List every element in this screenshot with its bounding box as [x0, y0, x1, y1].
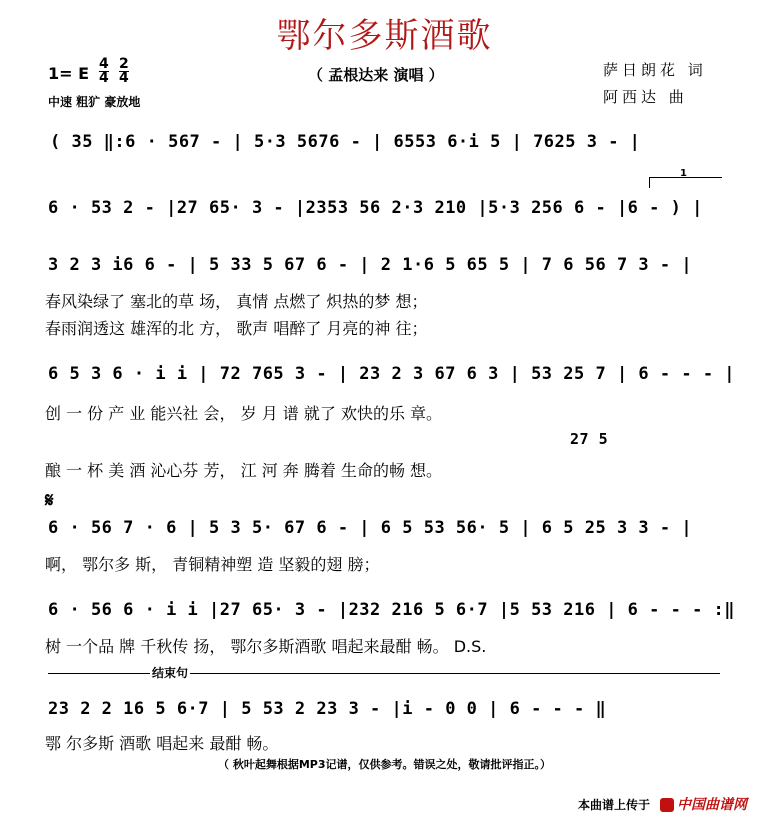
lyric-line-4-verse-1: 创 一 份 产 业 能兴社 会， 岁 月 谱 就了 欢快的乐 章。 — [45, 404, 443, 423]
score-line-7: 23 2 2 16 5 6·7 | 5 53 2 23 3 - |i - 0 0 | 6 - - - ‖ — [48, 699, 607, 719]
score-line-6: 6 · 56 6 · i i |27 65· 3 - |232 216 5 6·7 |5 53 216 | 6 - - - :‖ — [48, 600, 736, 620]
site-logo-icon — [660, 798, 674, 812]
site-logo[interactable] — [660, 794, 747, 814]
score-line-5: 6 · 56 7 · 6 | 5 3 5· 67 6 - | 6 5 53 56· 5 | 6 5 25 3 3 - | — [48, 518, 693, 538]
tempo-marking: 中速 粗犷 豪放地 — [48, 95, 141, 109]
score-line-4: 6 5 3 6 · i i | 72 765 3 - | 23 2 3 67 6 3 | 53 25 7 | 6 - - - | — [48, 364, 736, 384]
key-signature: 1= E — [48, 64, 90, 83]
performer: （ 孟根达来 演唱 ） — [308, 66, 444, 84]
segno-sign: 𝄋 — [45, 488, 54, 512]
upload-text: 本曲谱上传于 — [578, 798, 651, 812]
time-signature-1: 4 4 — [99, 56, 109, 86]
footnote: （ 秋叶起舞根据MP3记谱，仅供参考。错误之处，敬请批评指正。） — [218, 758, 551, 771]
score-line-1: ( 35 ‖:6 · 567 - | 5·3 5676 - | 6553 6·i 5 | 7625 3 - | — [50, 132, 641, 152]
site-name: 中国曲谱网 — [677, 797, 747, 813]
lyricist-credit: 萨日朗花 词 — [603, 61, 707, 79]
ending-section-rule — [48, 673, 720, 674]
variant-notes: 27 5 — [570, 430, 609, 448]
lyric-line-6: 树 一个品 牌 千秋传 扬， 鄂尔多斯酒歌 唱起来最酣 畅。 D.S. — [45, 637, 487, 656]
time-signature-2: 2 4 — [119, 56, 129, 86]
song-title: 鄂尔多斯酒歌 — [276, 16, 493, 56]
lyric-line-4-verse-2: 酿 一 杯 美 酒 沁心芬 芳， 江 河 奔 腾着 生命的畅 想。 — [45, 461, 443, 480]
first-ending-number: 1 — [680, 168, 687, 179]
ending-label: 结束句 — [152, 666, 189, 680]
lyric-line-3-verse-1: 春风染绿了 塞北的草 场， 真情 点燃了 炽热的梦 想； — [45, 292, 428, 311]
score-line-2: 6 · 53 2 - |27 65· 3 - |2353 56 2·3 210 |5·3 256 6 - |6 - ) | — [48, 198, 703, 218]
score-line-3: 3 2 3 i6 6 - | 5 33 5 67 6 - | 2 1·6 5 65 5 | 7 6 56 7 3 - | — [48, 255, 693, 275]
composer-credit: 阿西达 曲 — [603, 88, 688, 106]
lyric-line-5: 啊， 鄂尔多 斯， 青铜精神塑 造 坚毅的翅 膀； — [45, 555, 380, 574]
lyric-line-3-verse-2: 春雨润透这 雄浑的北 方， 歌声 唱醉了 月亮的神 往； — [45, 319, 428, 338]
lyric-line-7: 鄂 尔多斯 酒歌 唱起来 最酣 畅。 — [45, 734, 279, 753]
